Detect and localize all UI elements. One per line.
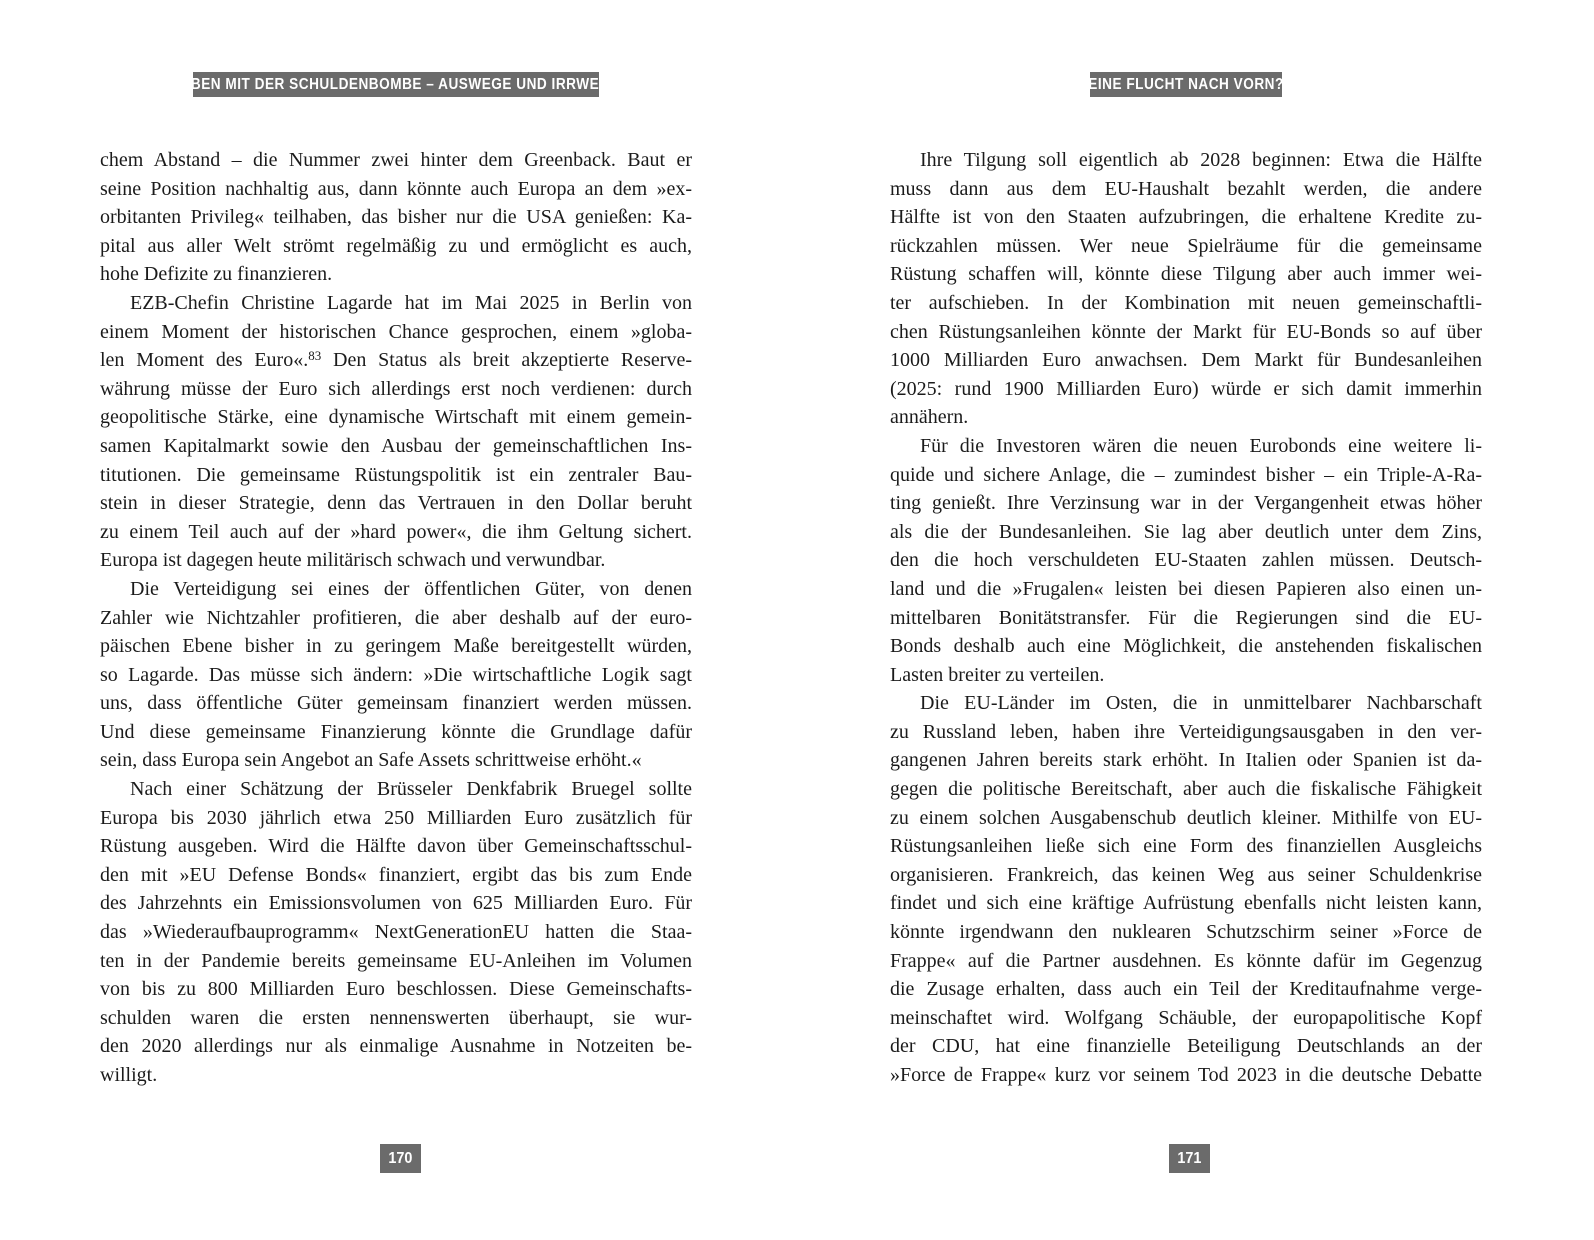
text-line: päischen Ebene bisher in zu geringem Maße bereitgestellt würden, xyxy=(100,635,692,658)
text-line: sein, dass Europa sein Angebot an Safe Assets schrittweise erhöht.« xyxy=(100,749,642,772)
right-running-head-label: EINE FLUCHT NACH VORN? xyxy=(1088,75,1284,93)
text-line: Nach einer Schätzung der Brüsseler Denkfabrik Bruegel sollte xyxy=(130,778,692,801)
right-page-number-badge xyxy=(1169,1144,1210,1173)
text-line: 1000 Milliarden Euro anwachsen. Dem Markt für Bundesanleihen xyxy=(890,349,1482,372)
text-line: chen Rüstungsanleihen könnte der Markt für EU-Bonds so auf über xyxy=(890,320,1482,343)
text-line: land und die »Frugalen« leisten bei diesen Papieren also einen un- xyxy=(890,577,1482,600)
text-line: als die der Bundesanleihen. Sie lag aber deutlich unter dem Zins, xyxy=(890,520,1482,543)
text-line: Rüstungsanleihen ließe sich eine Form des finanziellen Ausgleichs xyxy=(890,835,1482,858)
text-line: einem Moment der historischen Chance gesprochen, einem »globa- xyxy=(100,320,692,343)
text-line: findet und sich eine kräftige Aufrüstung ebenfalls nicht leisten kann, xyxy=(890,892,1482,915)
text-line: Europa ist dagegen heute militärisch schwach und verwundbar. xyxy=(100,549,606,572)
left-page-text-block xyxy=(100,146,692,1090)
text-line: Hälfte ist von den Staaten aufzubringen, die erhaltene Kredite zu- xyxy=(890,206,1482,229)
left-running-head-label: LEBEN MIT DER SCHULDENBOMBE – AUSWEGE UND IRRWEGE xyxy=(172,75,620,93)
text-line: organisieren. Frankreich, das keinen Weg aus seiner Schuldenkrise xyxy=(890,863,1482,886)
text-line: von bis zu 800 Milliarden Euro beschlossen. Diese Gemeinschafts- xyxy=(100,978,692,1001)
text-line: ter aufschieben. In der Kombination mit neuen gemeinschaftli- xyxy=(890,291,1482,314)
text-line: die Zusage erhalten, dass auch ein Teil der Kreditaufnahme verge- xyxy=(890,978,1482,1001)
right-page-text-block xyxy=(890,146,1482,1090)
left-page-number: 170 xyxy=(388,1149,413,1167)
text-line: Europa bis 2030 jährlich etwa 250 Milliarden Euro zusätzlich für xyxy=(100,806,692,829)
text-line: schulden waren die ersten nennenswerten überhaupt, sie wur- xyxy=(100,1006,692,1029)
text-line: den die hoch verschuldeten EU-Staaten zahlen müssen. Deutsch- xyxy=(890,549,1482,572)
text-line: stein in dieser Strategie, denn das Vertrauen in den Dollar beruht xyxy=(100,492,692,515)
text-line: das »Wiederaufbauprogramm« NextGenerationEU hatten die Staa- xyxy=(100,921,692,944)
text-line: könnte irgendwann den nuklearen Schutzschirm seiner »Force de xyxy=(890,921,1482,944)
text-line: Die Verteidigung sei eines der öffentlichen Güter, von denen xyxy=(130,577,692,600)
text-line: hohe Defizite zu finanzieren. xyxy=(100,263,333,286)
text-line-segment: Den Status als breit akzeptierte Reserve- xyxy=(321,349,692,372)
text-line: chem Abstand – die Nummer zwei hinter dem Greenback. Baut er xyxy=(100,149,692,171)
text-line: der CDU, hat eine finanzielle Beteiligung Deutschlands an der xyxy=(890,1035,1482,1058)
text-line: willigt. xyxy=(100,1064,158,1086)
text-line: orbitanten Privileg« teilhaben, das bisher nur die USA genießen: Ka- xyxy=(100,206,692,229)
text-line: gegen die politische Bereitschaft, aber auch die fiskalische Fähigkeit xyxy=(890,778,1482,801)
text-line: annähern. xyxy=(890,406,969,429)
left-running-head xyxy=(172,72,620,97)
text-line: EZB-Chefin Christine Lagarde hat im Mai 2025 in Berlin von xyxy=(130,291,692,314)
right-running-head xyxy=(1090,72,1282,97)
text-line: mittelbaren Bonitätstransfer. Für die Regierungen sind die EU- xyxy=(890,606,1482,629)
text-line: Lasten breiter zu verteilen. xyxy=(890,663,1105,686)
text-line: »Force de Frappe« kurz vor seinem Tod 2023 in die deutsche Debatte xyxy=(890,1064,1482,1086)
text-line: pital aus aller Welt strömt regelmäßig zu und ermöglicht es auch, xyxy=(100,234,692,257)
text-line: zu Russland leben, haben ihre Verteidigungsausgaben in den ver- xyxy=(890,720,1482,743)
text-line: Frappe« auf die Partner ausdehnen. Es könnte dafür im Gegenzug xyxy=(890,949,1482,972)
text-line: Die EU-Länder im Osten, die in unmittelbarer Nachbarschaft xyxy=(920,692,1482,715)
text-line: muss dann aus dem EU-Haushalt bezahlt werden, die andere xyxy=(890,177,1482,200)
text-line: Und diese gemeinsame Finanzierung könnte die Grundlage dafür xyxy=(100,720,692,743)
text-line: ten in der Pandemie bereits gemeinsame EU-Anleihen im Volumen xyxy=(100,949,692,972)
text-line: titutionen. Die gemeinsame Rüstungspolitik ist ein zentraler Bau- xyxy=(100,463,692,486)
text-line: den mit »EU Defense Bonds« finanziert, ergibt das bis zum Ende xyxy=(100,863,692,886)
text-line: währung müsse der Euro sich allerdings erst noch verdienen: durch xyxy=(100,377,692,400)
text-line: geopolitische Stärke, eine dynamische Wirtschaft mit einem gemein- xyxy=(100,406,692,429)
text-line: ting genießt. Ihre Verzinsung war in der Vergangenheit etwas höher xyxy=(890,492,1482,515)
text-line: Zahler wie Nichtzahler profitieren, die aber deshalb auf der euro- xyxy=(100,606,692,629)
text-line xyxy=(100,346,692,375)
footnote-reference: 83 xyxy=(308,348,322,364)
text-line: (2025: rund 1900 Milliarden Euro) würde er sich damit immerhin xyxy=(890,377,1482,400)
text-line: samen Kapitalmarkt sowie den Ausbau der gemeinschaftlichen Ins- xyxy=(100,434,692,457)
text-line: zu einem solchen Ausgabenschub deutlich kleiner. Mithilfe von EU- xyxy=(890,806,1482,829)
left-page-number-badge xyxy=(380,1144,421,1173)
text-line: seine Position nachhaltig aus, dann könnte auch Europa an dem »ex- xyxy=(100,177,692,200)
text-line: Für die Investoren wären die neuen Eurobonds eine weitere li- xyxy=(920,434,1482,457)
text-line: gangenen Jahren bereits stark erhöht. In Italien oder Spanien ist da- xyxy=(890,749,1482,772)
text-line: quide und sichere Anlage, die – zumindest bisher – ein Triple-A-Ra- xyxy=(890,463,1482,486)
text-line: zu einem Teil auch auf der »hard power«, die ihm Geltung sichert. xyxy=(100,520,692,543)
text-line: Ihre Tilgung soll eigentlich ab 2028 beginnen: Etwa die Hälfte xyxy=(920,149,1482,171)
text-line-segment: len Moment des Euro«. xyxy=(100,349,309,372)
text-line: uns, dass öffentliche Güter gemeinsam finanziert werden müssen. xyxy=(100,692,692,715)
text-line: Bonds deshalb auch eine Möglichkeit, die anstehenden fiskalischen xyxy=(890,635,1482,658)
text-line: des Jahrzehnts ein Emissionsvolumen von 625 Milliarden Euro. Für xyxy=(100,892,692,915)
text-line: rückzahlen müssen. Wer neue Spielräume für die gemeinsame xyxy=(890,234,1482,257)
text-line: meinschaftet wird. Wolfgang Schäuble, der europapolitische Kopf xyxy=(890,1006,1482,1029)
text-line: so Lagarde. Das müsse sich ändern: »Die wirtschaftliche Logik sagt xyxy=(100,663,692,686)
text-line: den 2020 allerdings nur als einmalige Ausnahme in Notzeiten be- xyxy=(100,1035,692,1058)
text-line: Rüstung ausgeben. Wird die Hälfte davon über Gemeinschaftsschul- xyxy=(100,835,692,858)
text-line: Rüstung schaffen will, könnte diese Tilgung aber auch immer wei- xyxy=(890,263,1482,286)
right-page-number: 171 xyxy=(1177,1149,1202,1167)
